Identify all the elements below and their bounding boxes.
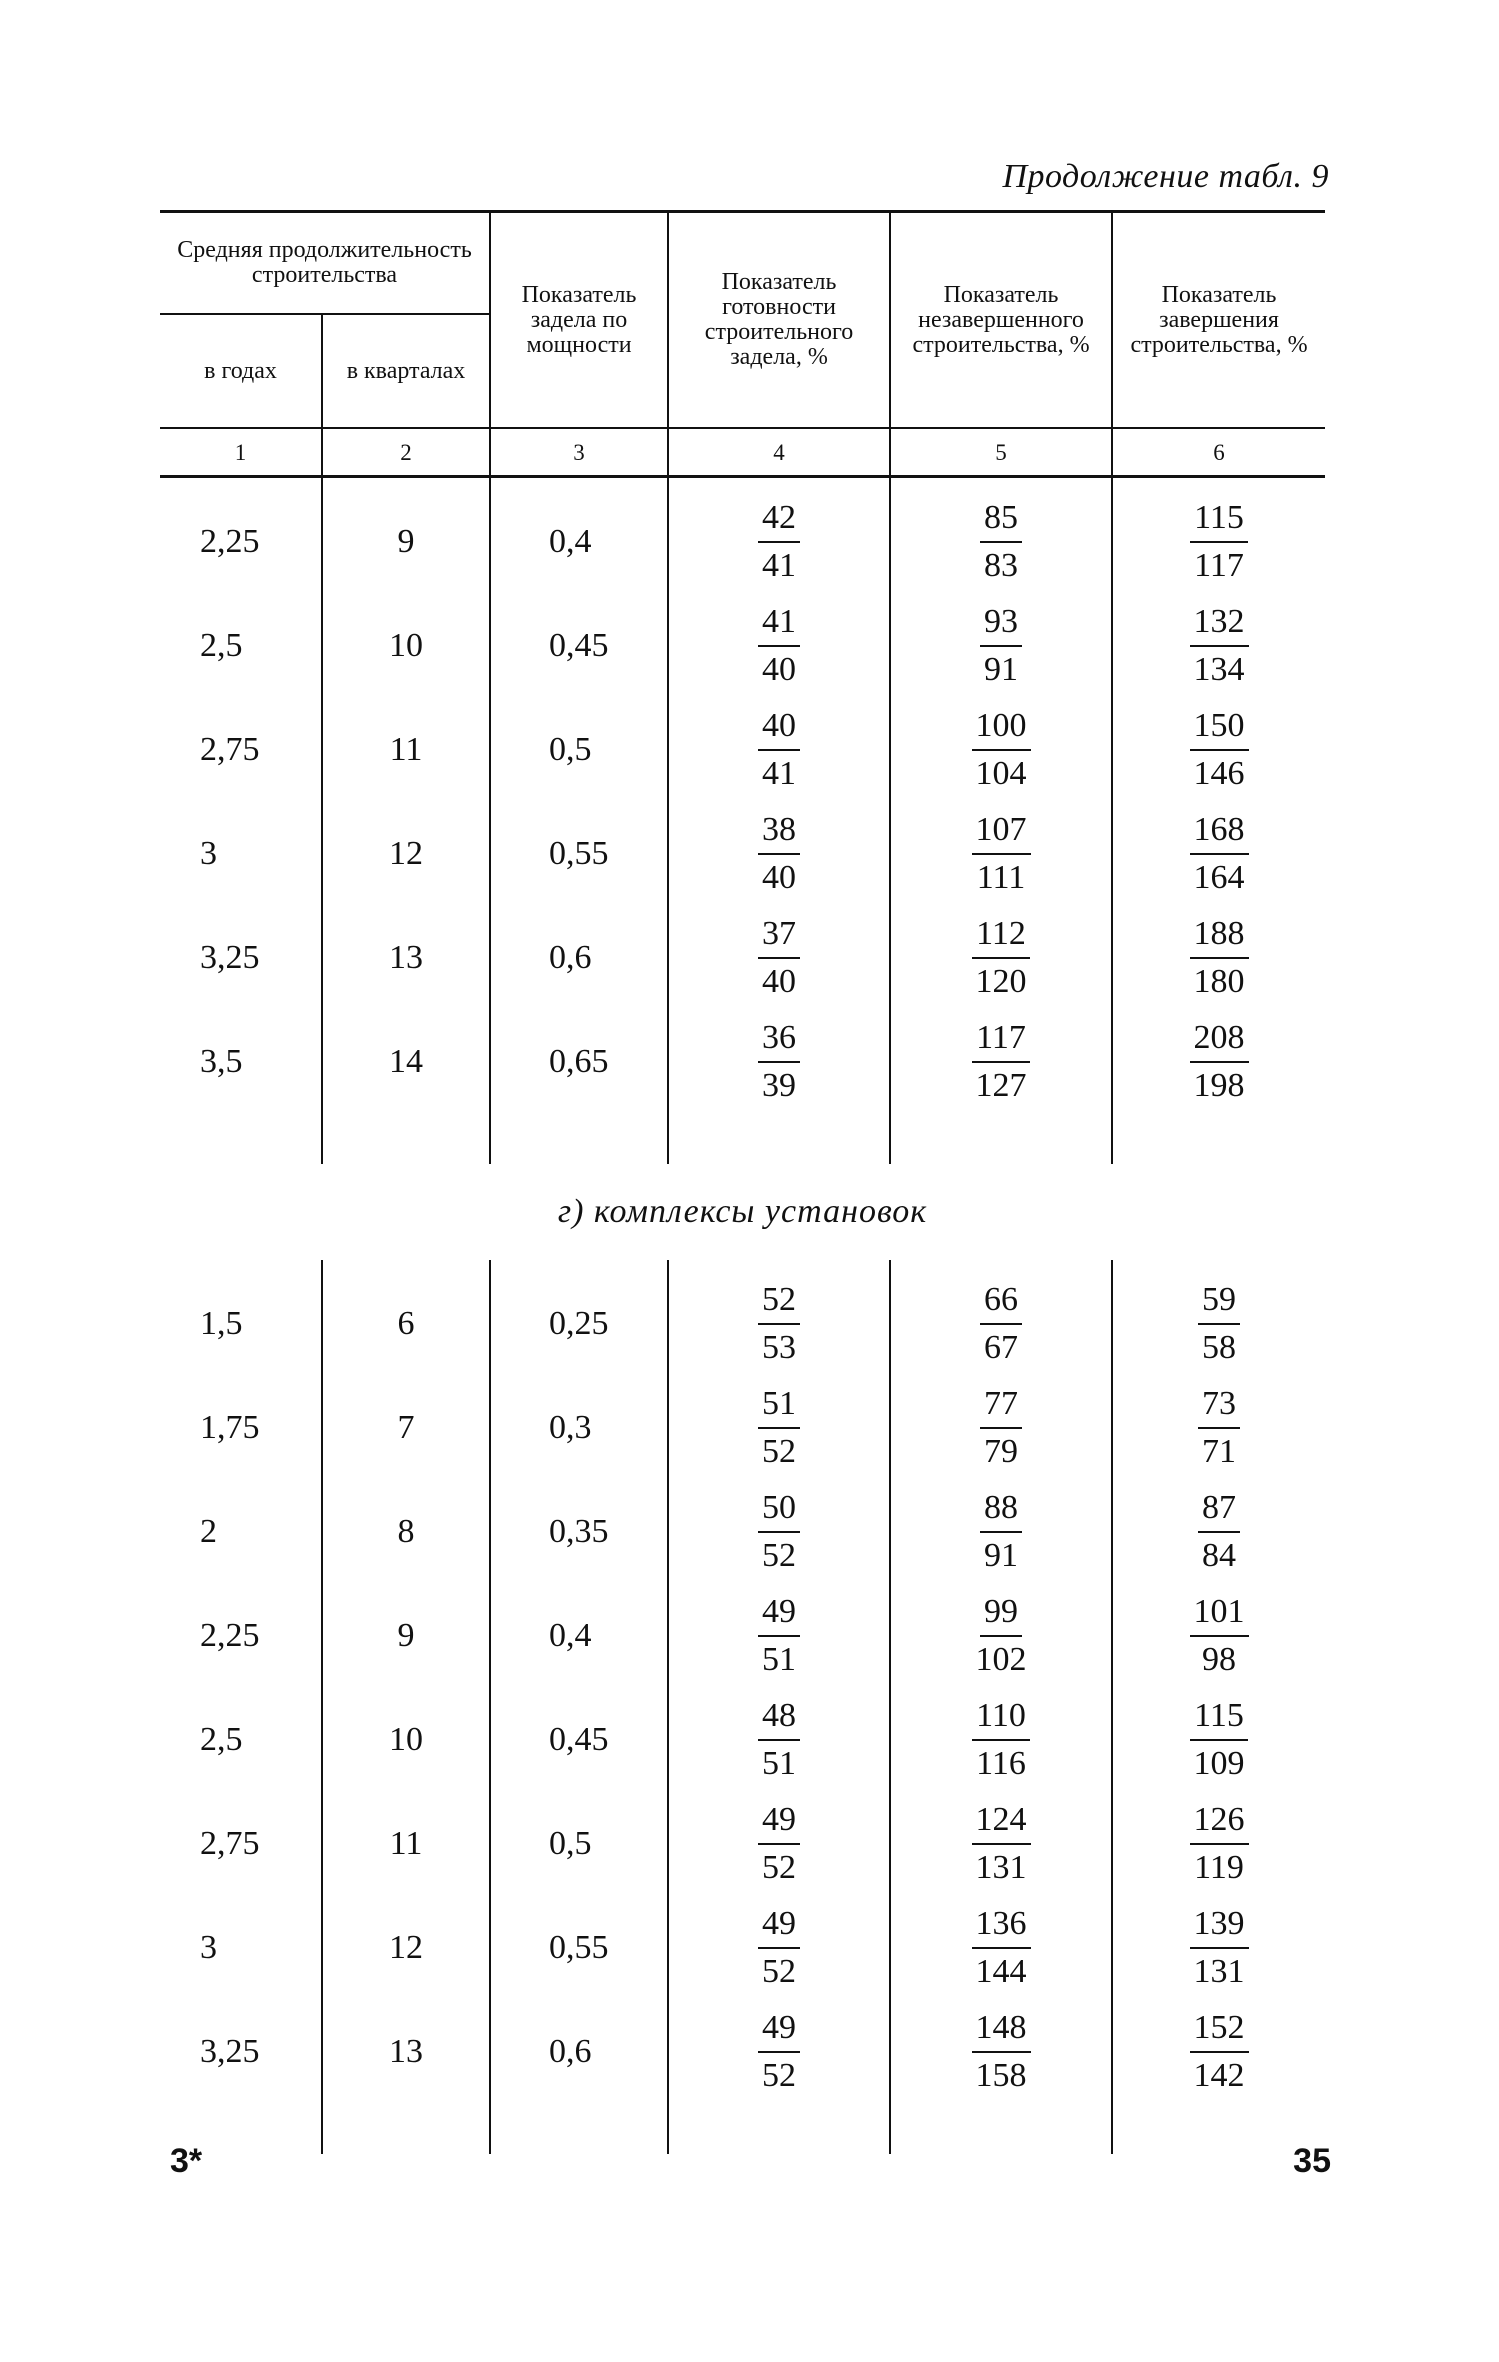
fraction-denominator: 111: [976, 859, 1026, 896]
spacer-cell: [322, 2104, 490, 2154]
fraction: [1190, 1693, 1248, 1787]
cell-zadel: 0,45: [490, 594, 668, 698]
fraction: [1198, 1277, 1240, 1371]
cell-zavershenie: [1112, 1010, 1325, 1114]
spacer-cell: [490, 1114, 668, 1164]
header-col-quarters: в кварталах: [322, 314, 490, 428]
table-body-section-a: [160, 477, 1325, 1165]
cell-years: 3,5: [200, 1043, 243, 1080]
cell-zavershenie: [1112, 2000, 1325, 2104]
cell-zadel: 0,6: [490, 2000, 668, 2104]
spacer-cell: [160, 477, 322, 491]
cell-zavershenie: [1112, 1688, 1325, 1792]
header-group-duration: Средняя продолжительность строительства: [160, 212, 490, 315]
fraction: [1198, 1381, 1240, 1475]
cell-quarters: 13: [322, 906, 490, 1010]
fraction-denominator: 144: [975, 1953, 1027, 1990]
fraction-numerator: 52: [758, 1277, 800, 1325]
cell-zadel: 0,6: [490, 906, 668, 1010]
cell-gotovnost: [668, 698, 890, 802]
fraction-denominator: 119: [1194, 1849, 1244, 1886]
table-body-section-g: [160, 1260, 1325, 2154]
fraction-numerator: 51: [758, 1381, 800, 1429]
cell-gotovnost: [668, 1584, 890, 1688]
fraction-denominator: 41: [762, 547, 797, 584]
fraction: [976, 1589, 1027, 1683]
fraction-denominator: 104: [975, 755, 1027, 792]
cell-zadel: 0,5: [490, 698, 668, 802]
cell-zavershenie: [1112, 594, 1325, 698]
fraction: [758, 1589, 800, 1683]
fraction-numerator: 100: [972, 703, 1031, 751]
cell-zadel: 0,5: [490, 1792, 668, 1896]
spacer-cell: [490, 477, 668, 491]
cell-nezavershennoe: [890, 1896, 1112, 2000]
fraction: [758, 1381, 800, 1475]
table-row: [160, 490, 1325, 594]
fraction-numerator: 49: [758, 1901, 800, 1949]
fraction-numerator: 139: [1190, 1901, 1249, 1949]
header-numbers-row: [160, 428, 1325, 477]
fraction: [972, 2005, 1031, 2099]
cell-quarters: 8: [322, 1480, 490, 1584]
spacer-cell: [668, 477, 890, 491]
cell-quarters: 12: [322, 1896, 490, 2000]
table-spacer: [160, 477, 1325, 491]
fraction-numerator: 115: [1190, 1693, 1248, 1741]
cell-gotovnost: [668, 1376, 890, 1480]
fraction-denominator: 71: [1202, 1433, 1237, 1470]
cell-zadel: 0,55: [490, 1896, 668, 2000]
fraction-numerator: 112: [972, 911, 1030, 959]
column-number: 5: [890, 428, 1112, 477]
fraction: [980, 1277, 1022, 1371]
fraction-numerator: 85: [980, 495, 1022, 543]
fraction: [972, 1901, 1031, 1995]
fraction-numerator: 168: [1190, 807, 1249, 855]
fraction: [758, 2005, 800, 2099]
spacer-cell: [490, 2104, 668, 2154]
fraction-numerator: 87: [1198, 1485, 1240, 1533]
fraction-numerator: 117: [972, 1015, 1030, 1063]
table-row: [160, 1272, 1325, 1376]
fraction: [758, 1693, 800, 1787]
fraction: [980, 495, 1022, 589]
cell-zavershenie: [1112, 1584, 1325, 1688]
fraction-denominator: 120: [975, 963, 1027, 1000]
fraction-numerator: 99: [980, 1589, 1022, 1637]
cell-years: 2,5: [200, 627, 243, 664]
page-number: 35: [1293, 2142, 1331, 2180]
fraction: [1190, 1901, 1249, 1995]
fraction-denominator: 58: [1202, 1329, 1237, 1366]
table-row: [160, 698, 1325, 802]
fraction: [1190, 1589, 1249, 1683]
cell-gotovnost: [668, 802, 890, 906]
fraction: [972, 1015, 1030, 1109]
fraction-denominator: 52: [762, 1433, 797, 1470]
fraction-denominator: 158: [975, 2057, 1027, 2094]
spacer-cell: [890, 2104, 1112, 2154]
fraction: [1198, 1485, 1240, 1579]
cell-quarters: 6: [322, 1272, 490, 1376]
fraction-numerator: 36: [758, 1015, 800, 1063]
fraction-numerator: 49: [758, 1589, 800, 1637]
fraction-numerator: 101: [1190, 1589, 1249, 1637]
fraction-numerator: 150: [1190, 703, 1249, 751]
header-col6: Показатель завершения строительства, %: [1112, 212, 1325, 429]
fraction-numerator: 40: [758, 703, 800, 751]
cell-gotovnost: [668, 1272, 890, 1376]
cell-gotovnost: [668, 1480, 890, 1584]
spacer-cell: [1112, 1114, 1325, 1164]
fraction-numerator: 208: [1190, 1015, 1249, 1063]
cell-zavershenie: [1112, 1376, 1325, 1480]
fraction-denominator: 67: [984, 1329, 1019, 1366]
column-number: 4: [668, 428, 890, 477]
fraction: [758, 703, 800, 797]
spacer-cell: [160, 1260, 322, 1272]
spacer-cell: [322, 477, 490, 491]
cell-quarters: 7: [322, 1376, 490, 1480]
fraction-numerator: 93: [980, 599, 1022, 647]
cell-years: 2,25: [200, 523, 260, 560]
fraction-denominator: 146: [1193, 755, 1245, 792]
cell-nezavershennoe: [890, 1010, 1112, 1114]
table-row: [160, 906, 1325, 1010]
spacer-cell: [668, 1260, 890, 1272]
cell-quarters: 9: [322, 1584, 490, 1688]
spacer-cell: [490, 1260, 668, 1272]
cell-nezavershennoe: [890, 594, 1112, 698]
cell-years: 2,5: [200, 1721, 243, 1758]
fraction-denominator: 52: [762, 2057, 797, 2094]
table-header: [160, 212, 1325, 477]
cell-zadel: 0,3: [490, 1376, 668, 1480]
table-row: [160, 1688, 1325, 1792]
table-spacer: [160, 1260, 1325, 1272]
cell-years: 3: [200, 835, 217, 872]
fraction-numerator: 49: [758, 2005, 800, 2053]
fraction-numerator: 115: [1190, 495, 1248, 543]
table-row: [160, 1010, 1325, 1114]
fraction: [972, 703, 1031, 797]
fraction-denominator: 84: [1202, 1537, 1237, 1574]
fraction-numerator: 41: [758, 599, 800, 647]
table-caption: Продолжение табл. 9: [1002, 158, 1329, 195]
fraction-denominator: 51: [762, 1641, 797, 1678]
column-number: 3: [490, 428, 668, 477]
spacer-cell: [322, 1260, 490, 1272]
fraction-denominator: 134: [1193, 651, 1245, 688]
cell-nezavershennoe: [890, 1688, 1112, 1792]
fraction-numerator: 49: [758, 1797, 800, 1845]
cell-quarters: 10: [322, 594, 490, 698]
fraction-denominator: 52: [762, 1537, 797, 1574]
fraction: [1190, 1797, 1249, 1891]
cell-quarters: 10: [322, 1688, 490, 1792]
fraction: [758, 911, 800, 1005]
table-row: [160, 802, 1325, 906]
fraction-numerator: 37: [758, 911, 800, 959]
cell-quarters: 11: [322, 1792, 490, 1896]
header-col3: Показатель задела по мощности: [490, 212, 668, 429]
cell-nezavershennoe: [890, 1792, 1112, 1896]
fraction: [972, 807, 1031, 901]
fraction-numerator: 188: [1190, 911, 1249, 959]
table-spacer: [160, 2104, 1325, 2154]
fraction: [1190, 2005, 1249, 2099]
fraction: [758, 1277, 800, 1371]
cell-nezavershennoe: [890, 802, 1112, 906]
table-row: [160, 1480, 1325, 1584]
fraction-numerator: 66: [980, 1277, 1022, 1325]
fraction-denominator: 39: [762, 1067, 797, 1104]
cell-years: 2,25: [200, 1617, 260, 1654]
spacer-cell: [322, 1114, 490, 1164]
fraction-numerator: 48: [758, 1693, 800, 1741]
fraction-numerator: 148: [972, 2005, 1031, 2053]
cell-gotovnost: [668, 1688, 890, 1792]
cell-years: 2,75: [200, 731, 260, 768]
fraction-numerator: 42: [758, 495, 800, 543]
fraction-denominator: 127: [975, 1067, 1027, 1104]
fraction-denominator: 131: [975, 1849, 1027, 1886]
fraction-numerator: 77: [980, 1381, 1022, 1429]
spacer-cell: [1112, 477, 1325, 491]
fraction-numerator: 73: [1198, 1381, 1240, 1429]
fraction-denominator: 102: [975, 1641, 1027, 1678]
cell-gotovnost: [668, 594, 890, 698]
fraction: [1190, 703, 1249, 797]
fraction-denominator: 52: [762, 1953, 797, 1990]
fraction: [980, 1485, 1022, 1579]
fraction-denominator: 51: [762, 1745, 797, 1782]
fraction: [758, 1485, 800, 1579]
cell-zavershenie: [1112, 1792, 1325, 1896]
cell-years: 1,75: [200, 1409, 260, 1446]
fraction-denominator: 98: [1202, 1641, 1237, 1678]
fraction-denominator: 117: [1194, 547, 1244, 584]
cell-zavershenie: [1112, 802, 1325, 906]
fraction: [980, 599, 1022, 693]
cell-years: 3,25: [200, 939, 260, 976]
fraction-denominator: 53: [762, 1329, 797, 1366]
fraction: [972, 911, 1030, 1005]
cell-years: 1,5: [200, 1305, 243, 1342]
fraction-numerator: 59: [1198, 1277, 1240, 1325]
cell-nezavershennoe: [890, 490, 1112, 594]
cell-gotovnost: [668, 2000, 890, 2104]
header-col4: Показатель готовности строительного задела, %: [668, 212, 890, 429]
cell-zavershenie: [1112, 1480, 1325, 1584]
fraction: [1190, 807, 1249, 901]
cell-years: 2,75: [200, 1825, 260, 1862]
cell-quarters: 12: [322, 802, 490, 906]
fraction: [758, 1901, 800, 1995]
fraction: [758, 599, 800, 693]
spacer-cell: [668, 1114, 890, 1164]
fraction: [1190, 1015, 1249, 1109]
table-row: [160, 2000, 1325, 2104]
cell-nezavershennoe: [890, 698, 1112, 802]
fraction-numerator: 110: [972, 1693, 1030, 1741]
fraction-numerator: 88: [980, 1485, 1022, 1533]
fraction-denominator: 40: [762, 859, 797, 896]
fraction: [1190, 599, 1249, 693]
table-row: [160, 1792, 1325, 1896]
fraction: [758, 1015, 800, 1109]
cell-nezavershennoe: [890, 906, 1112, 1010]
cell-years: 3,25: [200, 2033, 260, 2070]
header-col5: Показатель незавершенного строительства, %: [890, 212, 1112, 429]
cell-years: 3: [200, 1929, 217, 1966]
table-row: [160, 1584, 1325, 1688]
fraction: [1190, 911, 1249, 1005]
spacer-cell: [890, 1260, 1112, 1272]
fraction-numerator: 132: [1190, 599, 1249, 647]
cell-gotovnost: [668, 490, 890, 594]
fraction: [972, 1693, 1030, 1787]
cell-zavershenie: [1112, 698, 1325, 802]
fraction-denominator: 83: [984, 547, 1019, 584]
cell-nezavershennoe: [890, 1480, 1112, 1584]
cell-zavershenie: [1112, 1272, 1325, 1376]
fraction-denominator: 180: [1193, 963, 1245, 1000]
cell-zavershenie: [1112, 1896, 1325, 2000]
cell-quarters: 11: [322, 698, 490, 802]
fraction-denominator: 91: [984, 1537, 1019, 1574]
cell-nezavershennoe: [890, 1272, 1112, 1376]
fraction-numerator: 107: [972, 807, 1031, 855]
table-row: [160, 1896, 1325, 2000]
spacer-cell: [160, 1114, 322, 1164]
fraction: [758, 1797, 800, 1891]
header-col-years: в годах: [204, 357, 277, 384]
table-row: [160, 594, 1325, 698]
data-table: [160, 210, 1325, 2154]
fraction-denominator: 41: [762, 755, 797, 792]
cell-years: 2: [200, 1513, 217, 1550]
cell-gotovnost: [668, 1896, 890, 2000]
cell-nezavershennoe: [890, 2000, 1112, 2104]
fraction-numerator: 124: [972, 1797, 1031, 1845]
fraction: [972, 1797, 1031, 1891]
cell-nezavershennoe: [890, 1376, 1112, 1480]
fraction-denominator: 40: [762, 963, 797, 1000]
fraction-denominator: 142: [1193, 2057, 1245, 2094]
cell-gotovnost: [668, 906, 890, 1010]
fraction-denominator: 52: [762, 1849, 797, 1886]
column-number: 6: [1112, 428, 1325, 477]
fraction-denominator: 116: [976, 1745, 1026, 1782]
cell-gotovnost: [668, 1792, 890, 1896]
fraction-numerator: 152: [1190, 2005, 1249, 2053]
cell-gotovnost: [668, 1010, 890, 1114]
cell-quarters: 9: [322, 490, 490, 594]
cell-zadel: 0,35: [490, 1480, 668, 1584]
cell-quarters: 14: [322, 1010, 490, 1114]
fraction-denominator: 109: [1193, 1745, 1245, 1782]
fraction: [758, 495, 800, 589]
spacer-cell: [1112, 1260, 1325, 1272]
fraction-numerator: 38: [758, 807, 800, 855]
fraction-denominator: 164: [1193, 859, 1245, 896]
spacer-cell: [668, 2104, 890, 2154]
cell-zadel: 0,45: [490, 1688, 668, 1792]
cell-zadel: 0,25: [490, 1272, 668, 1376]
cell-nezavershennoe: [890, 1584, 1112, 1688]
fraction-numerator: 50: [758, 1485, 800, 1533]
section-title: г) комплексы установок: [557, 1193, 928, 1230]
fraction-denominator: 79: [984, 1433, 1019, 1470]
fraction: [758, 807, 800, 901]
cell-zadel: 0,55: [490, 802, 668, 906]
column-number: 2: [322, 428, 490, 477]
fraction-denominator: 40: [762, 651, 797, 688]
fraction: [1190, 495, 1248, 589]
fraction-numerator: 126: [1190, 1797, 1249, 1845]
table-row: [160, 1376, 1325, 1480]
fraction: [980, 1381, 1022, 1475]
column-number: 1: [160, 428, 322, 477]
cell-zadel: 0,4: [490, 1584, 668, 1688]
cell-zavershenie: [1112, 490, 1325, 594]
cell-quarters: 13: [322, 2000, 490, 2104]
table-spacer: [160, 1114, 1325, 1164]
fraction-numerator: 136: [972, 1901, 1031, 1949]
cell-zadel: 0,4: [490, 490, 668, 594]
fraction-denominator: 91: [984, 651, 1019, 688]
cell-zadel: 0,65: [490, 1010, 668, 1114]
spacer-cell: [890, 1114, 1112, 1164]
fraction-denominator: 198: [1193, 1067, 1245, 1104]
section-divider: [160, 1164, 1325, 1260]
signature-marker: 3*: [170, 2142, 203, 2180]
cell-zavershenie: [1112, 906, 1325, 1010]
fraction-denominator: 131: [1193, 1953, 1245, 1990]
spacer-cell: [890, 477, 1112, 491]
